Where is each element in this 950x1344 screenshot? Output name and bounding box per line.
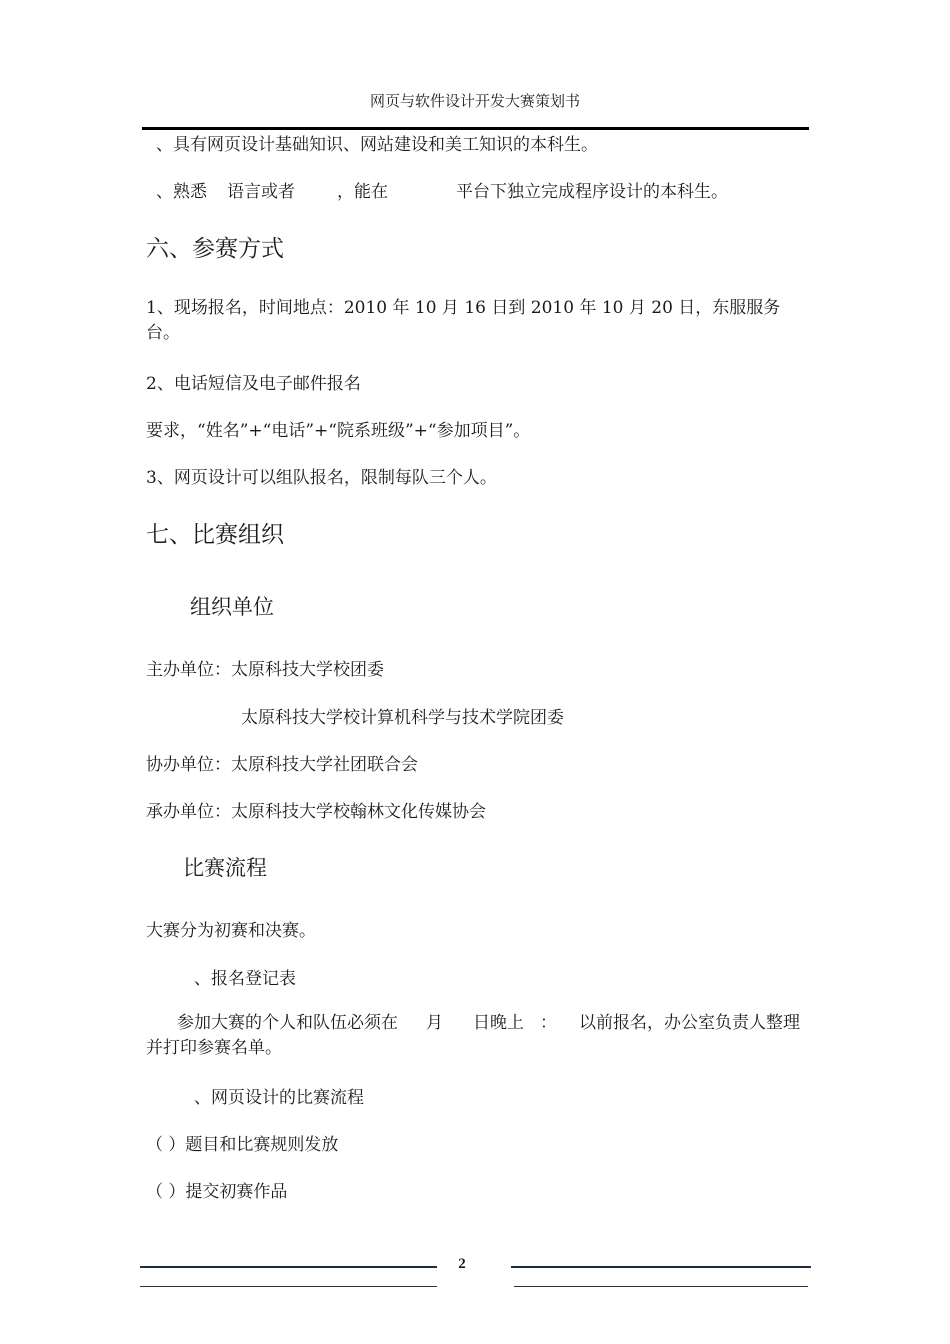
organizer-unit: 承办单位：太原科技大学校翰林文化传媒协会 [146,802,486,822]
section7-sub-organizers: 组织单位 [190,595,274,619]
footer-rule-left-thin [140,1286,437,1287]
footer-rule-right-thin [514,1286,808,1287]
registration-part2: 月 [426,1013,443,1033]
section7-heading: 七、比赛组织 [146,522,284,548]
registration-part1: 参加大赛的个人和队伍必须在 [177,1013,398,1033]
eligibility-item-b-part2: 语言或者 [227,182,295,202]
section6-paragraph-1: 1、现场报名，时间地点：2010 年 10 月 16 日到 2010 年 10 月 20 日，东服服务台。 [146,298,781,343]
registration-part5: 以前报名，办公室负责人整理并打印参赛名单。 [146,1013,800,1058]
section7-sub-process: 比赛流程 [183,856,267,880]
flow-step-2: （ ）提交初赛作品 [146,1182,288,1202]
host-unit-second: 太原科技大学校计算机科学与技术学院团委 [241,708,564,728]
co-host-unit: 协办单位：太原科技大学社团联合会 [146,755,418,775]
registration-part4: ： [540,1013,557,1033]
registration-title: 、报名登记表 [194,969,296,989]
registration-paragraph [146,1011,808,1061]
flow-step-1: （ ）题目和比赛规则发放 [146,1135,339,1155]
section6-paragraph-3: 要求，“姓名”+“电话”+“院系班级”+“参加项目”。 [146,421,531,441]
section6-heading: 六、参赛方式 [146,236,284,262]
footer-rule-right [511,1266,811,1268]
web-design-flow-title: 、网页设计的比赛流程 [194,1088,364,1108]
section6-paragraph-4: 3、网页设计可以组队报名，限制每队三个人。 [146,468,497,488]
document-title: 网页与软件设计开发大赛策划书 [369,92,580,110]
eligibility-item-b [156,177,728,202]
eligibility-item-b-part4: 平台下独立完成程序设计的本科生。 [456,182,728,202]
host-unit: 主办单位：太原科技大学校团委 [146,660,384,680]
registration-part3: 日晚上 [473,1013,524,1033]
eligibility-item-b-part1: 、熟悉 [156,182,207,202]
contest-intro: 大赛分为初赛和决赛。 [146,921,316,941]
page-number: 2 [458,1256,466,1272]
section6-paragraph-2: 2、电话短信及电子邮件报名 [146,374,361,394]
footer-rule-left [140,1266,437,1268]
eligibility-item-b-part3: ，能在 [337,182,388,202]
eligibility-item-a: 、具有网页设计基础知识、网站建设和美工知识的本科生。 [156,135,598,155]
